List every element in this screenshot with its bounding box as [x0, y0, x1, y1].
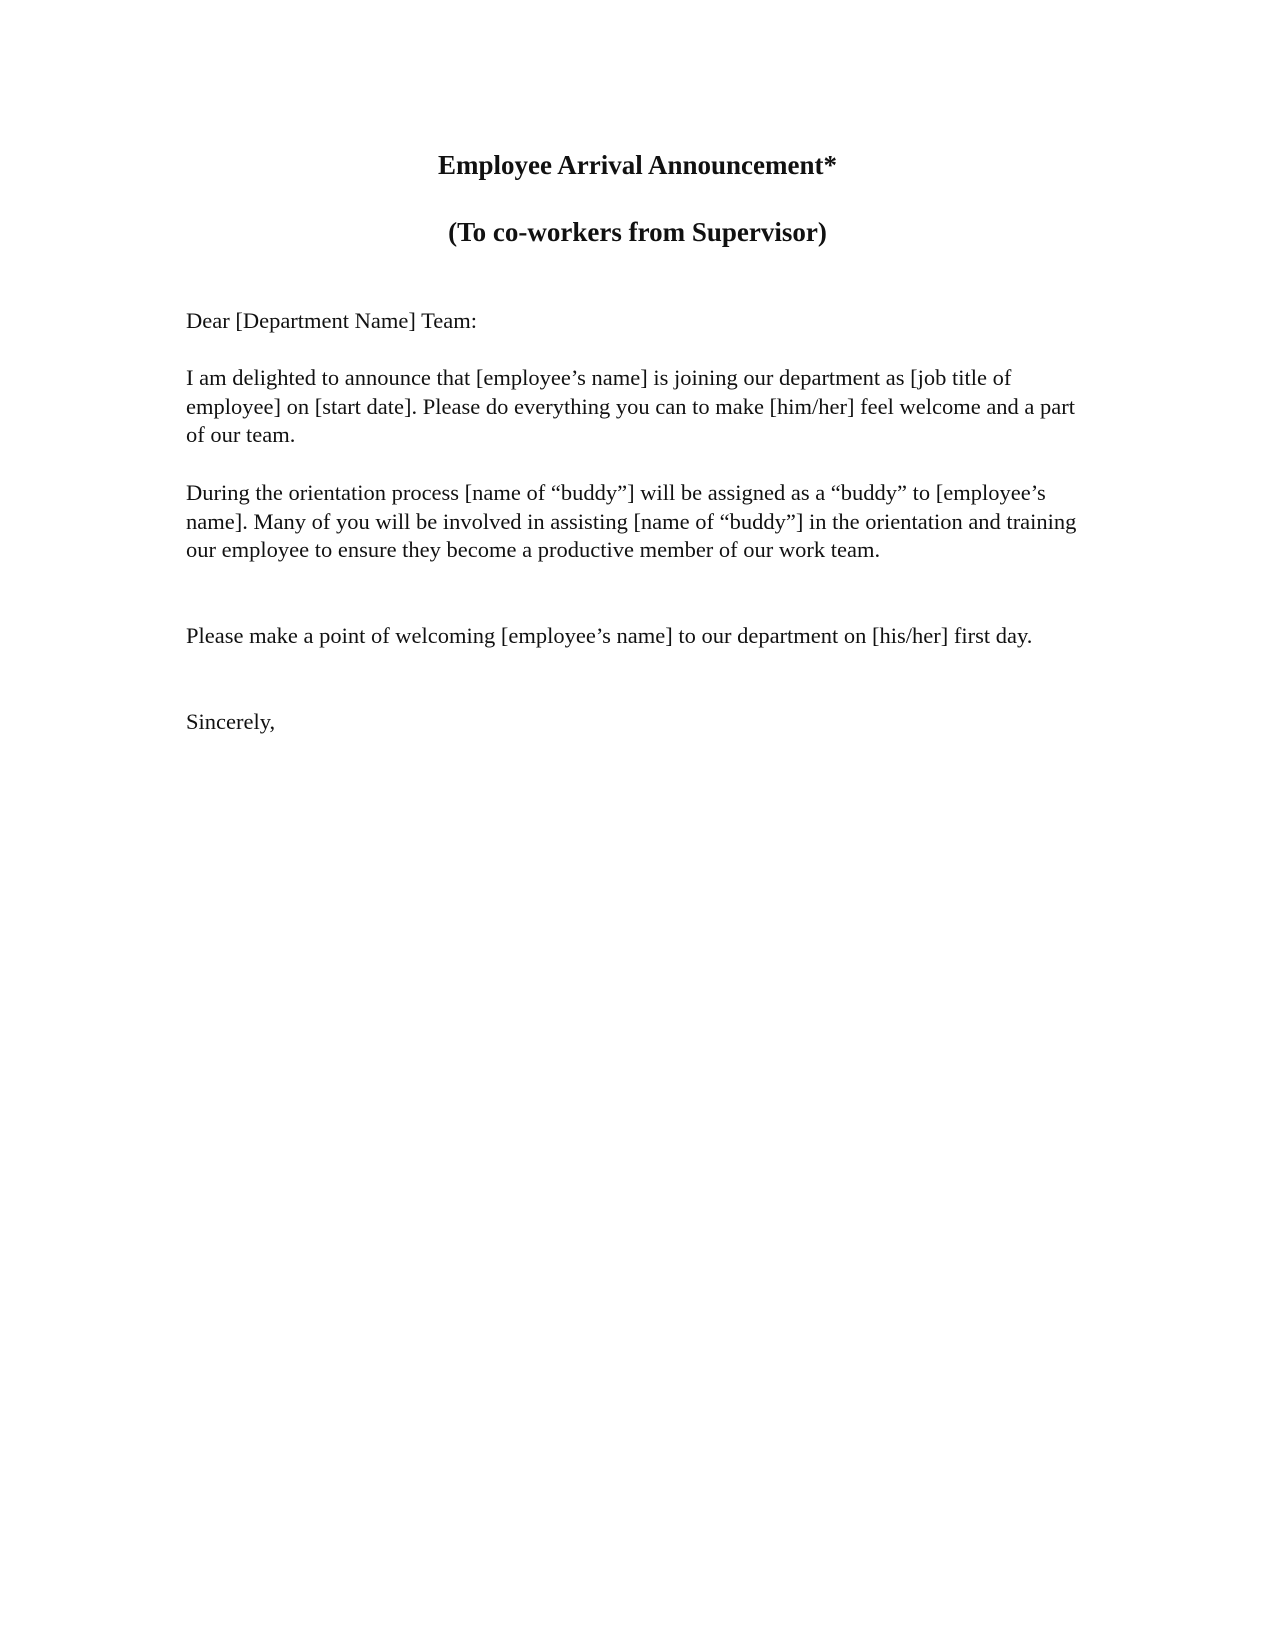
salutation: Dear [Department Name] Team:	[186, 308, 477, 333]
document-title: Employee Arrival Announcement*	[438, 150, 837, 180]
paragraph-welcome: Please make a point of welcoming [employee’s name] to our department on [his/her] first day.	[186, 623, 1033, 648]
paragraph-orientation: During the orientation process [name of “buddy”] will be assigned as a “buddy” to [employee’s name]. Many of you will be involved in assisting [name of “buddy”] in the orientation and training our employee to ensure they become a productive member of our work team.	[186, 480, 1077, 563]
closing: Sincerely,	[186, 709, 276, 734]
paragraph-announcement: I am delighted to announce that [employee’s name] is joining our department as [job title of employee] on [start date]. Please do everything you can to make [him/her] feel welcome and a part of our team.	[186, 365, 1076, 448]
document-subtitle: (To co-workers from Supervisor)	[448, 217, 827, 247]
